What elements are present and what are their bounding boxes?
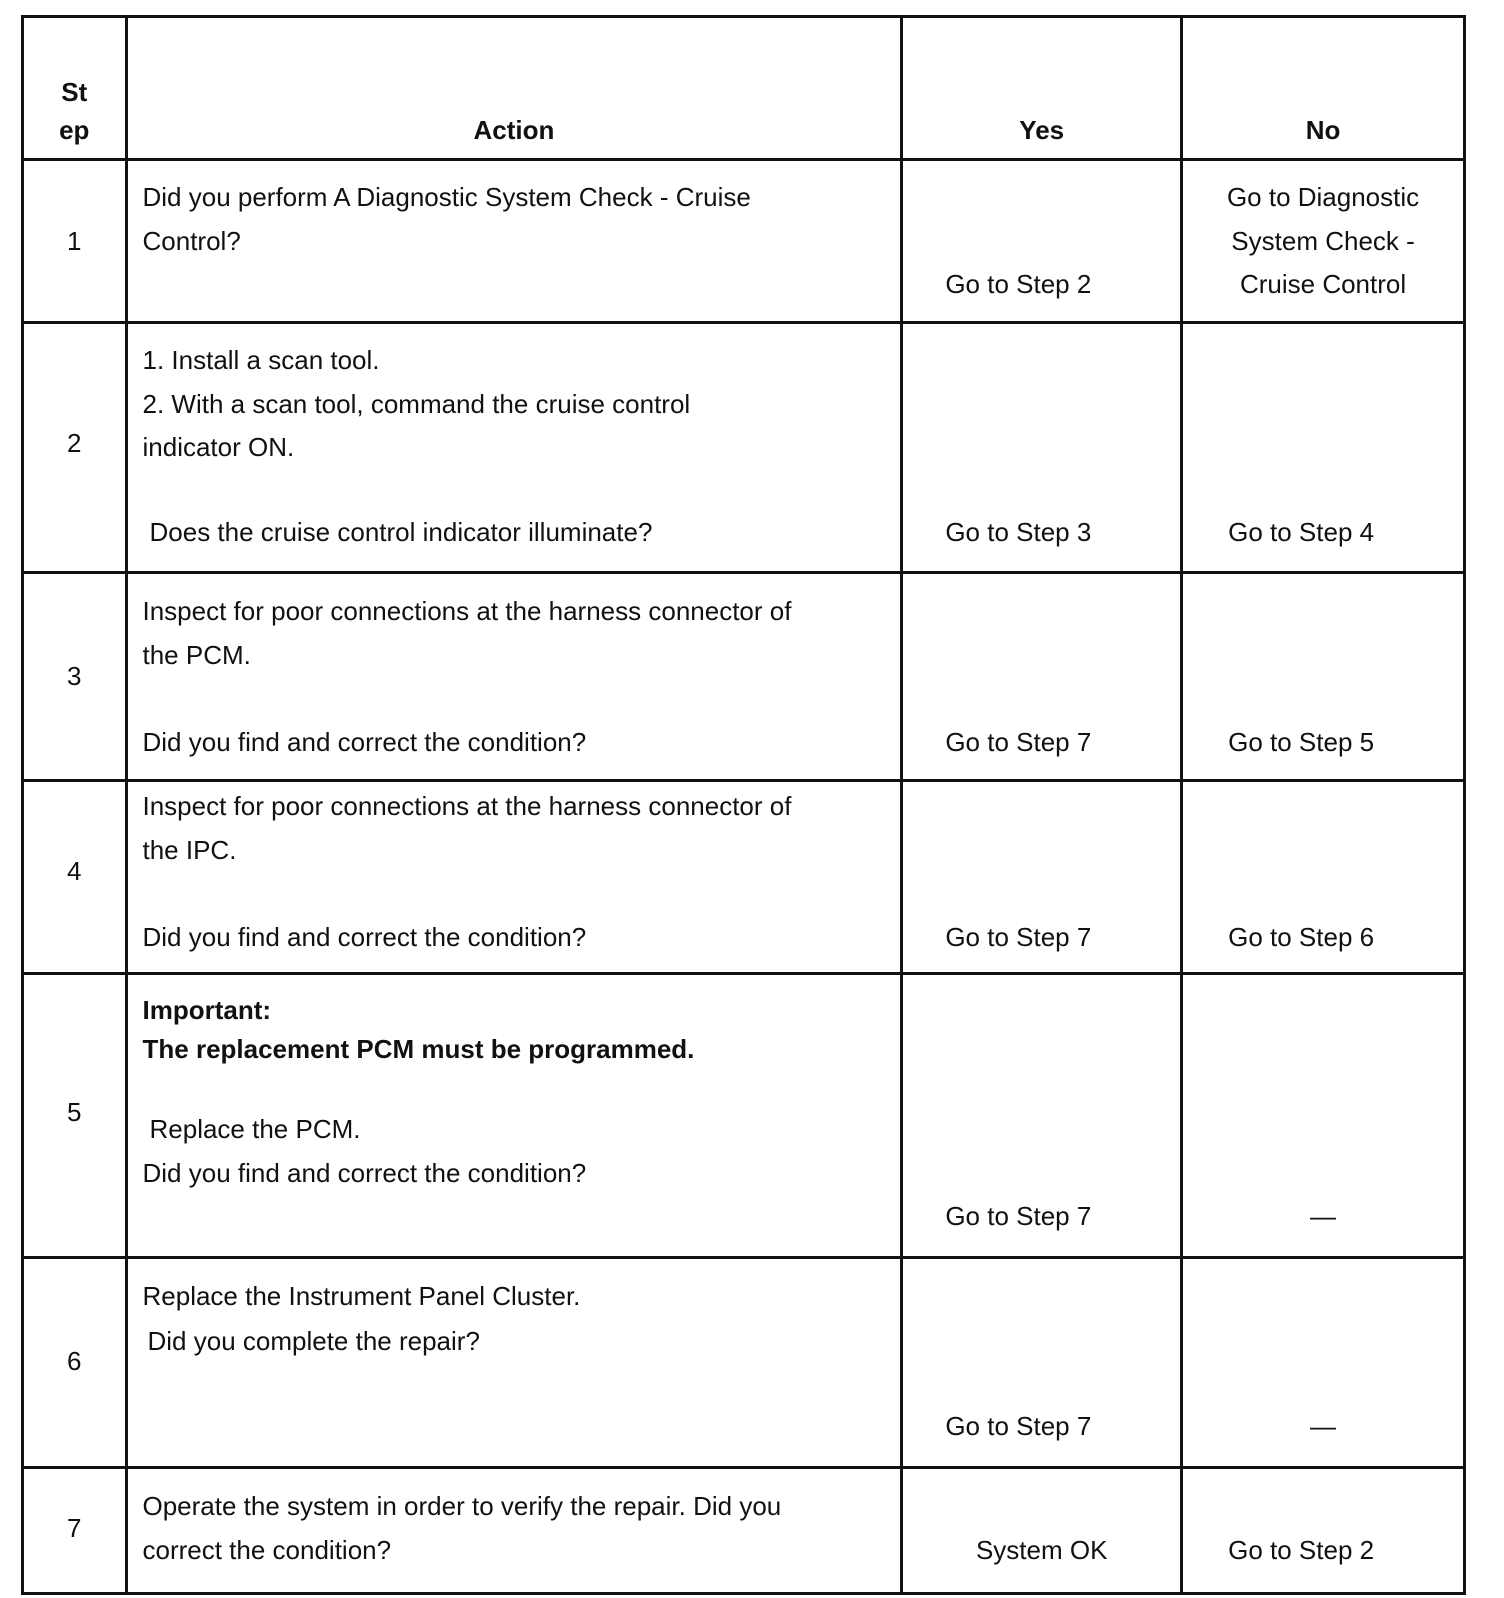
action-line: Replace the PCM.	[149, 1114, 361, 1145]
action-line: indicator ON.	[142, 431, 295, 462]
action-question: Does the cruise control indicator illuminate?	[149, 516, 653, 547]
step-number: 7	[67, 1512, 82, 1543]
yes-cell	[902, 322, 1182, 572]
yes-result: Go to Step 7	[945, 726, 1092, 757]
action-question: Did you find and correct the condition?	[142, 921, 587, 952]
no-cell	[1182, 974, 1465, 1257]
no-result-line: Go to Diagnostic	[1226, 181, 1420, 212]
yes-cell	[902, 1467, 1182, 1593]
no-cell	[1182, 159, 1465, 322]
no-result: Go to Step 2	[1228, 1534, 1375, 1565]
step-cell	[23, 322, 127, 572]
no-result-line: Cruise Control	[1239, 268, 1407, 299]
step-number: 6	[67, 1345, 82, 1376]
yes-cell	[902, 780, 1182, 974]
action-line: 2. With a scan tool, command the cruise control	[142, 388, 691, 419]
table-row	[23, 572, 1465, 780]
action-cell	[126, 322, 902, 572]
action-line: the IPC.	[142, 834, 237, 865]
action-line: Control?	[142, 225, 241, 256]
no-cell	[1182, 572, 1465, 780]
action-line: the PCM.	[142, 639, 251, 670]
step-number: 4	[67, 855, 82, 886]
header-action: Action	[473, 115, 555, 145]
no-result: —	[1310, 1410, 1337, 1441]
action-line: Inspect for poor connections at the harness connector of	[142, 595, 792, 626]
table-row	[23, 974, 1465, 1257]
action-question: correct the condition?	[142, 1534, 392, 1565]
yes-result: Go to Step 3	[945, 516, 1092, 547]
action-cell	[126, 1257, 902, 1467]
action-question: Did you find and correct the condition?	[142, 726, 587, 757]
table-row	[23, 1257, 1465, 1467]
yes-cell	[902, 159, 1182, 322]
table-row	[23, 159, 1465, 322]
header-row	[23, 17, 1465, 160]
table-row	[23, 1467, 1465, 1593]
step-cell	[23, 780, 127, 974]
table-row	[23, 780, 1465, 974]
header-step-line2: ep	[59, 115, 90, 145]
yes-result: System OK	[975, 1534, 1108, 1565]
important-label: Important:	[142, 995, 272, 1026]
step-cell	[23, 1467, 127, 1593]
action-line: Inspect for poor connections at the harness connector of	[142, 790, 792, 821]
action-question: Did you find and correct the condition?	[142, 1158, 587, 1189]
header-step-cell	[23, 17, 127, 160]
no-cell	[1182, 1257, 1465, 1467]
no-result: Go to Step 6	[1228, 921, 1375, 952]
no-result: Go to Step 4	[1228, 516, 1375, 547]
yes-result: Go to Step 2	[945, 268, 1092, 299]
no-result: —	[1310, 1201, 1337, 1232]
step-cell	[23, 159, 127, 322]
yes-cell	[902, 974, 1182, 1257]
no-result: Go to Step 5	[1228, 726, 1375, 757]
no-cell	[1182, 780, 1465, 974]
step-cell	[23, 572, 127, 780]
yes-cell	[902, 572, 1182, 780]
action-cell	[126, 974, 902, 1257]
no-cell	[1182, 1467, 1465, 1593]
header-yes: Yes	[1019, 115, 1065, 145]
header-action-cell	[126, 17, 902, 160]
action-cell	[126, 572, 902, 780]
step-cell	[23, 974, 127, 1257]
header-no-cell	[1182, 17, 1465, 160]
yes-result: Go to Step 7	[945, 1410, 1092, 1441]
header-yes-cell	[902, 17, 1182, 160]
action-cell	[126, 1467, 902, 1593]
action-question: Did you complete the repair?	[147, 1325, 480, 1356]
action-line: Did you perform A Diagnostic System Check - Cruise	[142, 181, 751, 212]
diagnostic-table	[21, 15, 1466, 1595]
step-number: 1	[67, 225, 82, 256]
yes-result: Go to Step 7	[945, 1201, 1092, 1232]
yes-cell	[902, 1257, 1182, 1467]
step-number: 2	[67, 427, 82, 458]
important-note: The replacement PCM must be programmed.	[142, 1034, 695, 1065]
yes-result: Go to Step 7	[945, 921, 1092, 952]
no-cell	[1182, 322, 1465, 572]
action-cell	[126, 159, 902, 322]
step-number: 5	[67, 1097, 82, 1128]
header-no: No	[1305, 115, 1341, 145]
action-line: Replace the Instrument Panel Cluster.	[142, 1280, 581, 1311]
action-line: 1. Install a scan tool.	[142, 344, 380, 375]
no-result-line: System Check -	[1231, 225, 1415, 256]
table-row	[23, 322, 1465, 572]
step-number: 3	[67, 660, 82, 691]
step-cell	[23, 1257, 127, 1467]
header-step-line1: St	[61, 77, 88, 107]
action-cell	[126, 780, 902, 974]
action-line: Operate the system in order to verify the repair. Did you	[142, 1490, 782, 1521]
